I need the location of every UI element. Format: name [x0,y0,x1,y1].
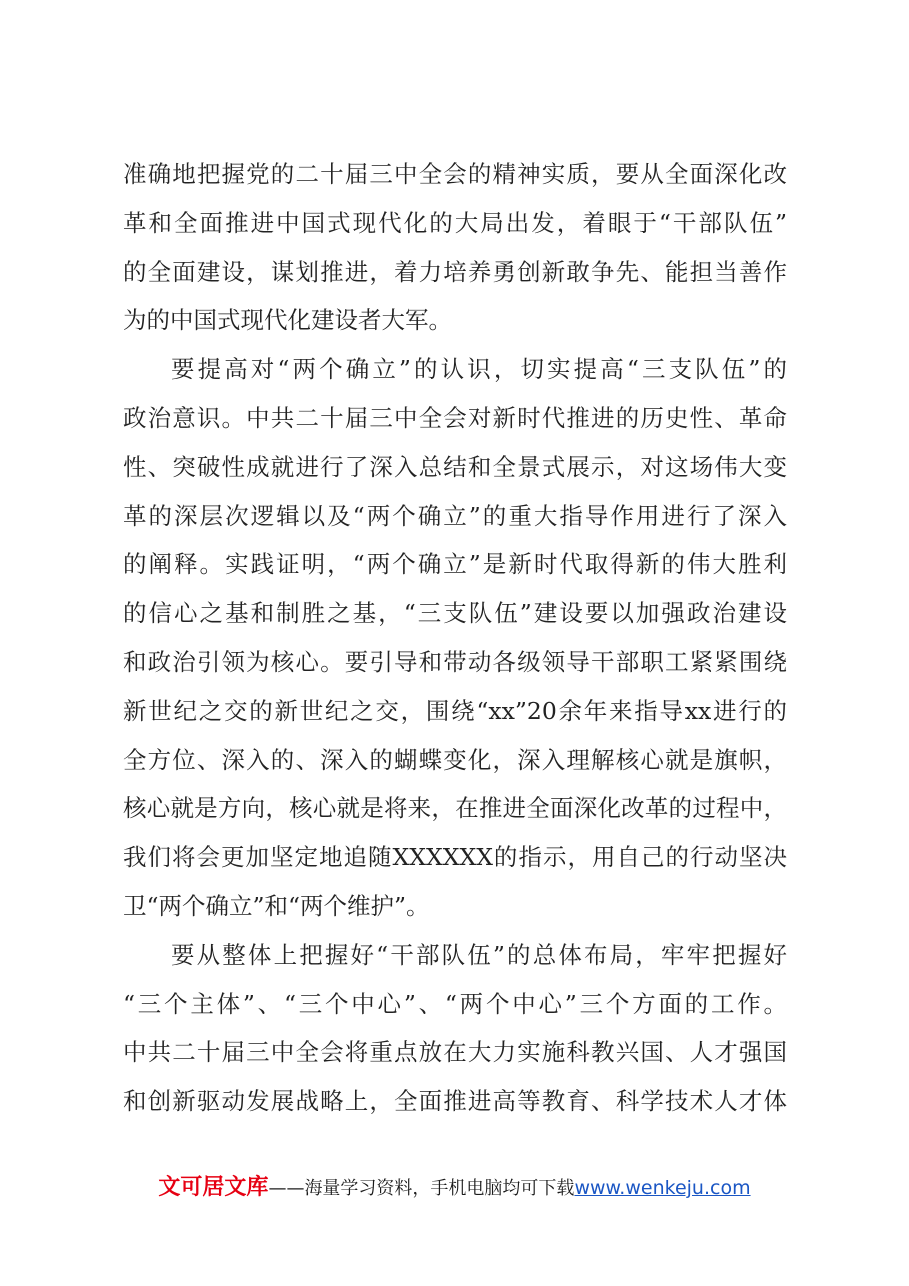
text-line: 的全面建设，谋划推进，着力培养勇创新敢争先、能担当善作 [123,257,787,286]
text-line: 为的中国式现代化建设者大军。 [123,306,452,335]
text-line: 政治意识。中共二十届三中全会对新时代推进的历史性、革命 [123,403,787,432]
text-line: 全方位、深入的、深入的蝴蝶变化，深入理解核心就是旗帜， [123,745,787,774]
text-line: 卫“两个确立”和“两个维护”。 [123,891,430,920]
text-line: “三个主体”、“三个中心”、“两个中心”三个方面的工作。 [123,989,787,1018]
text-line: 核心就是方向，核心就是将来，在推进全面深化改革的过程中， [123,794,787,823]
text-line: 要从整体上把握好“干部队伍”的总体布局，牢牢把握好 [171,940,787,969]
text-line: 的信心之基和制胜之基，“三支队伍”建设要以加强政治建设 [123,599,787,628]
footer-banner [0,1174,909,1203]
text-line: 革的深层次逻辑以及“两个确立”的重大指导作用进行了深入 [123,501,787,530]
body-text [123,150,787,1126]
text-line: 革和全面推进中国式现代化的大局出发，着眼于“干部队伍” [123,208,787,237]
text-line: 性、突破性成就进行了深入总结和全景式展示，对这场伟大变 [123,452,787,481]
text-line: 和政治引领为核心。要引导和带动各级领导干部职工紧紧围绕 [123,647,787,676]
website-link[interactable]: www.wenkeju.com [574,1177,751,1199]
brand-name: 文可居文库 [158,1175,269,1200]
text-line: 的阐释。实践证明，“两个确立”是新时代取得新的伟大胜利 [123,550,787,579]
footer-tagline: ——海量学习资料，手机电脑均可下载 [268,1178,575,1199]
text-line: 和创新驱动发展战略上，全面推进高等教育、科学技术人才体 [123,1087,787,1116]
text-line: 中共二十届三中全会将重点放在大力实施科教兴国、人才强国 [123,1038,787,1067]
text-line: 新世纪之交的新世纪之交，围绕“xx”20余年来指导xx进行的 [123,696,787,725]
text-line: 我们将会更加坚定地追随XXXXXX的指示，用自己的行动坚决 [123,843,787,872]
text-line: 要提高对“两个确立”的认识，切实提高“三支队伍”的 [171,355,787,384]
text-line: 准确地把握党的二十届三中全会的精神实质，要从全面深化改 [123,160,787,188]
